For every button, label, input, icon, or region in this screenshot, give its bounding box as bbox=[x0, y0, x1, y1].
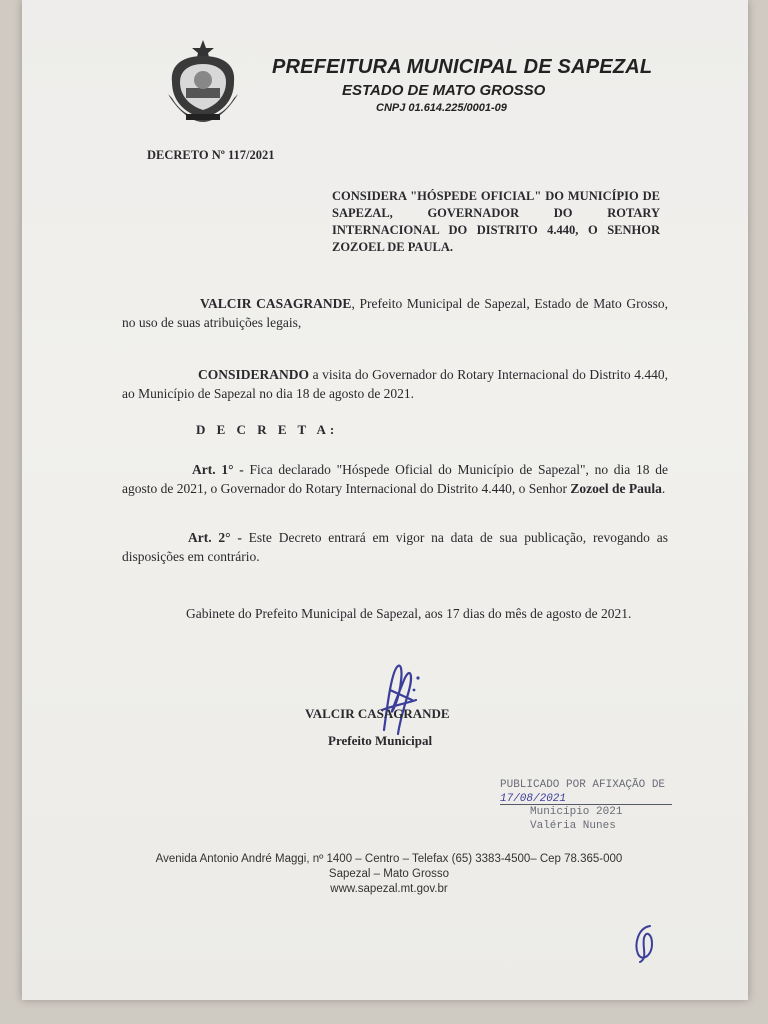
signatory-name: VALCIR CASAGRANDE bbox=[305, 706, 450, 721]
considerando-label: CONSIDERANDO bbox=[198, 367, 310, 382]
considerando-text: a visita do Governador do Rotary Internacional do Distrito 4.440, ao Município de Sapezal no dia 18 de agosto de 2021. bbox=[122, 367, 668, 401]
intro-paragraph bbox=[122, 294, 668, 332]
stamp-line-1: PUBLICADO POR AFIXAÇÃO DE bbox=[500, 779, 666, 791]
state-subtitle: ESTADO DE MATO GROSSO bbox=[342, 82, 546, 99]
art2-text: Este Decreto entrará em vigor na data de sua publicação, revogando as disposições em contrário. bbox=[122, 530, 668, 564]
considerando-paragraph bbox=[122, 365, 668, 403]
article-1 bbox=[122, 460, 668, 498]
footer-city: Sapezal – Mato Grosso bbox=[328, 868, 450, 880]
cnpj-line: CNPJ 01.614.225/0001-09 bbox=[376, 102, 507, 114]
closing-line: Gabinete do Prefeito Municipal de Sapezal, aos 17 dias do mês de agosto de 2021. bbox=[186, 606, 632, 621]
article-2 bbox=[122, 528, 668, 566]
art1-label: Art. 1° - bbox=[192, 462, 244, 477]
art2-label: Art. 2° - bbox=[188, 530, 242, 545]
page-title: PREFEITURA MUNICIPAL DE SAPEZAL bbox=[272, 56, 653, 78]
signature-scribble bbox=[374, 660, 424, 740]
stamp-line-3: Município 2021 bbox=[530, 806, 623, 818]
mayor-name-inline: VALCIR CASAGRANDE bbox=[200, 296, 352, 311]
intro-text: , Prefeito Municipal de Sapezal, Estado de Mato Grosso, no uso de suas atribuições legais, bbox=[122, 296, 668, 330]
footer-website[interactable]: www.sapezal.mt.gov.br bbox=[330, 883, 448, 895]
publication-stamp bbox=[500, 778, 680, 833]
handwritten-initial-mark bbox=[630, 922, 660, 964]
art1-text: Fica declarado "Hóspede Oficial do Município de Sapezal", no dia 18 de agosto de 2021, o Governador do Rotary Internacional do Distrito 4.440, o Senhor bbox=[122, 462, 668, 496]
municipal-coat-of-arms-icon bbox=[162, 38, 244, 124]
art1-end: . bbox=[661, 481, 666, 496]
stamp-date: 17/08/2021 bbox=[500, 792, 672, 805]
signatory-title: Prefeito Municipal bbox=[328, 733, 433, 748]
footer-address-block bbox=[154, 852, 624, 897]
footer-address: Avenida Antonio André Maggi, nº 1400 – Centro – Telefax (65) 3383-4500– Cep 78.365-000 bbox=[155, 853, 623, 865]
document-page bbox=[22, 0, 748, 1000]
honoree-name: Zozoel de Paula bbox=[570, 481, 662, 496]
decree-number: DECRETO Nº 117/2021 bbox=[147, 148, 275, 162]
stamp-signature: Valéria Nunes bbox=[530, 820, 616, 832]
decree-summary: CONSIDERA "HÓSPEDE OFICIAL" DO MUNICÍPIO DE SAPEZAL, GOVERNADOR DO ROTARY INTERNACIONAL DO DISTRITO 4.440, O SENHOR ZOZOEL DE PAULA. bbox=[332, 189, 660, 254]
decreta-heading: D E C R E T A: bbox=[196, 422, 339, 437]
